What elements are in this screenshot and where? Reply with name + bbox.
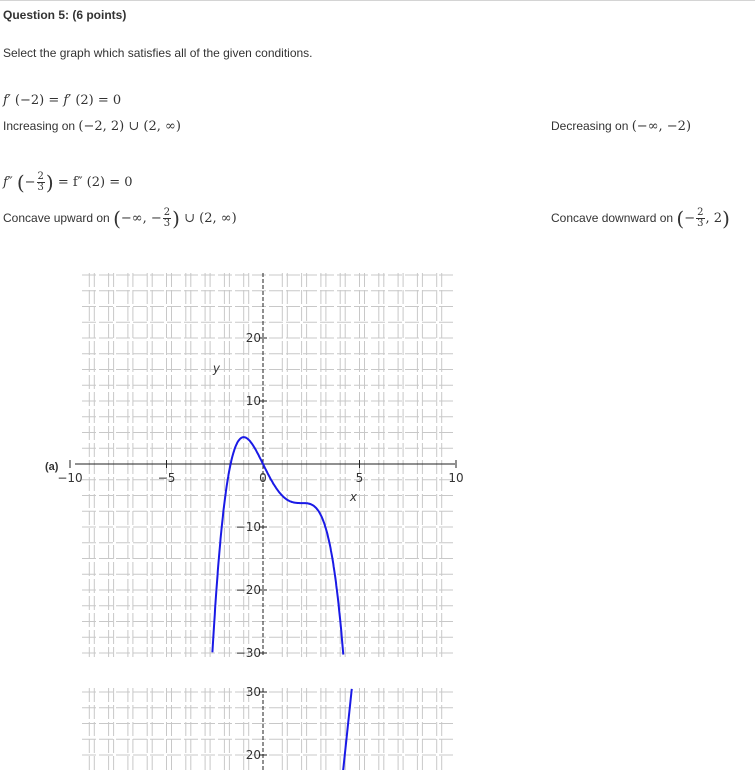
y-tick-label: −30 xyxy=(235,646,261,660)
x-tick-label: −5 xyxy=(157,471,176,485)
y-tick-label: −10 xyxy=(235,520,261,534)
graph-b-curve xyxy=(343,689,352,770)
graph-b-partial[interactable] xyxy=(70,680,470,770)
y-tick-label: 30 xyxy=(245,685,261,699)
x-tick-label: −10 xyxy=(57,471,83,485)
fdoubleprime-condition: f″ (− $\frac{2}{3}$ ) = f″ (2) = 0 xyxy=(3,170,133,195)
x-tick-label: 5 xyxy=(355,471,364,485)
graph-a-x-axis-label: x xyxy=(349,490,357,504)
top-divider xyxy=(0,0,755,1)
graph-b-grid xyxy=(82,688,455,770)
y-tick-label: 20 xyxy=(245,331,261,345)
y-tick-label: 20 xyxy=(245,748,261,762)
graph-a[interactable] xyxy=(57,265,470,665)
concave-down-condition: Concave downward on (− $\frac{2}{3}$ , 2) xyxy=(551,206,730,231)
y-tick-label: −20 xyxy=(235,583,261,597)
question-instruction: Select the graph which satisfies all of the given conditions. xyxy=(3,46,313,60)
question-title: Question 5: (6 points) xyxy=(3,8,127,22)
x-tick-label: 0 xyxy=(259,471,267,485)
x-tick-label: 10 xyxy=(448,471,464,485)
fprime-condition: f′ (−2) = f′ (2) = 0 xyxy=(3,93,122,108)
y-tick-label: 10 xyxy=(245,394,261,408)
increasing-condition: Increasing on (−2, 2) ∪ (2, ∞) xyxy=(3,119,181,134)
concave-up-condition: Concave upward on (−∞, − $\frac{2}{3}$ ) ∪ (2, ∞) xyxy=(3,206,237,231)
option-a-label[interactable]: (a) xyxy=(45,461,59,473)
decreasing-condition: Decreasing on (−∞, −2) xyxy=(551,119,692,134)
graph-a-grid xyxy=(82,273,455,657)
graph-a-y-axis-label: y xyxy=(212,361,220,376)
